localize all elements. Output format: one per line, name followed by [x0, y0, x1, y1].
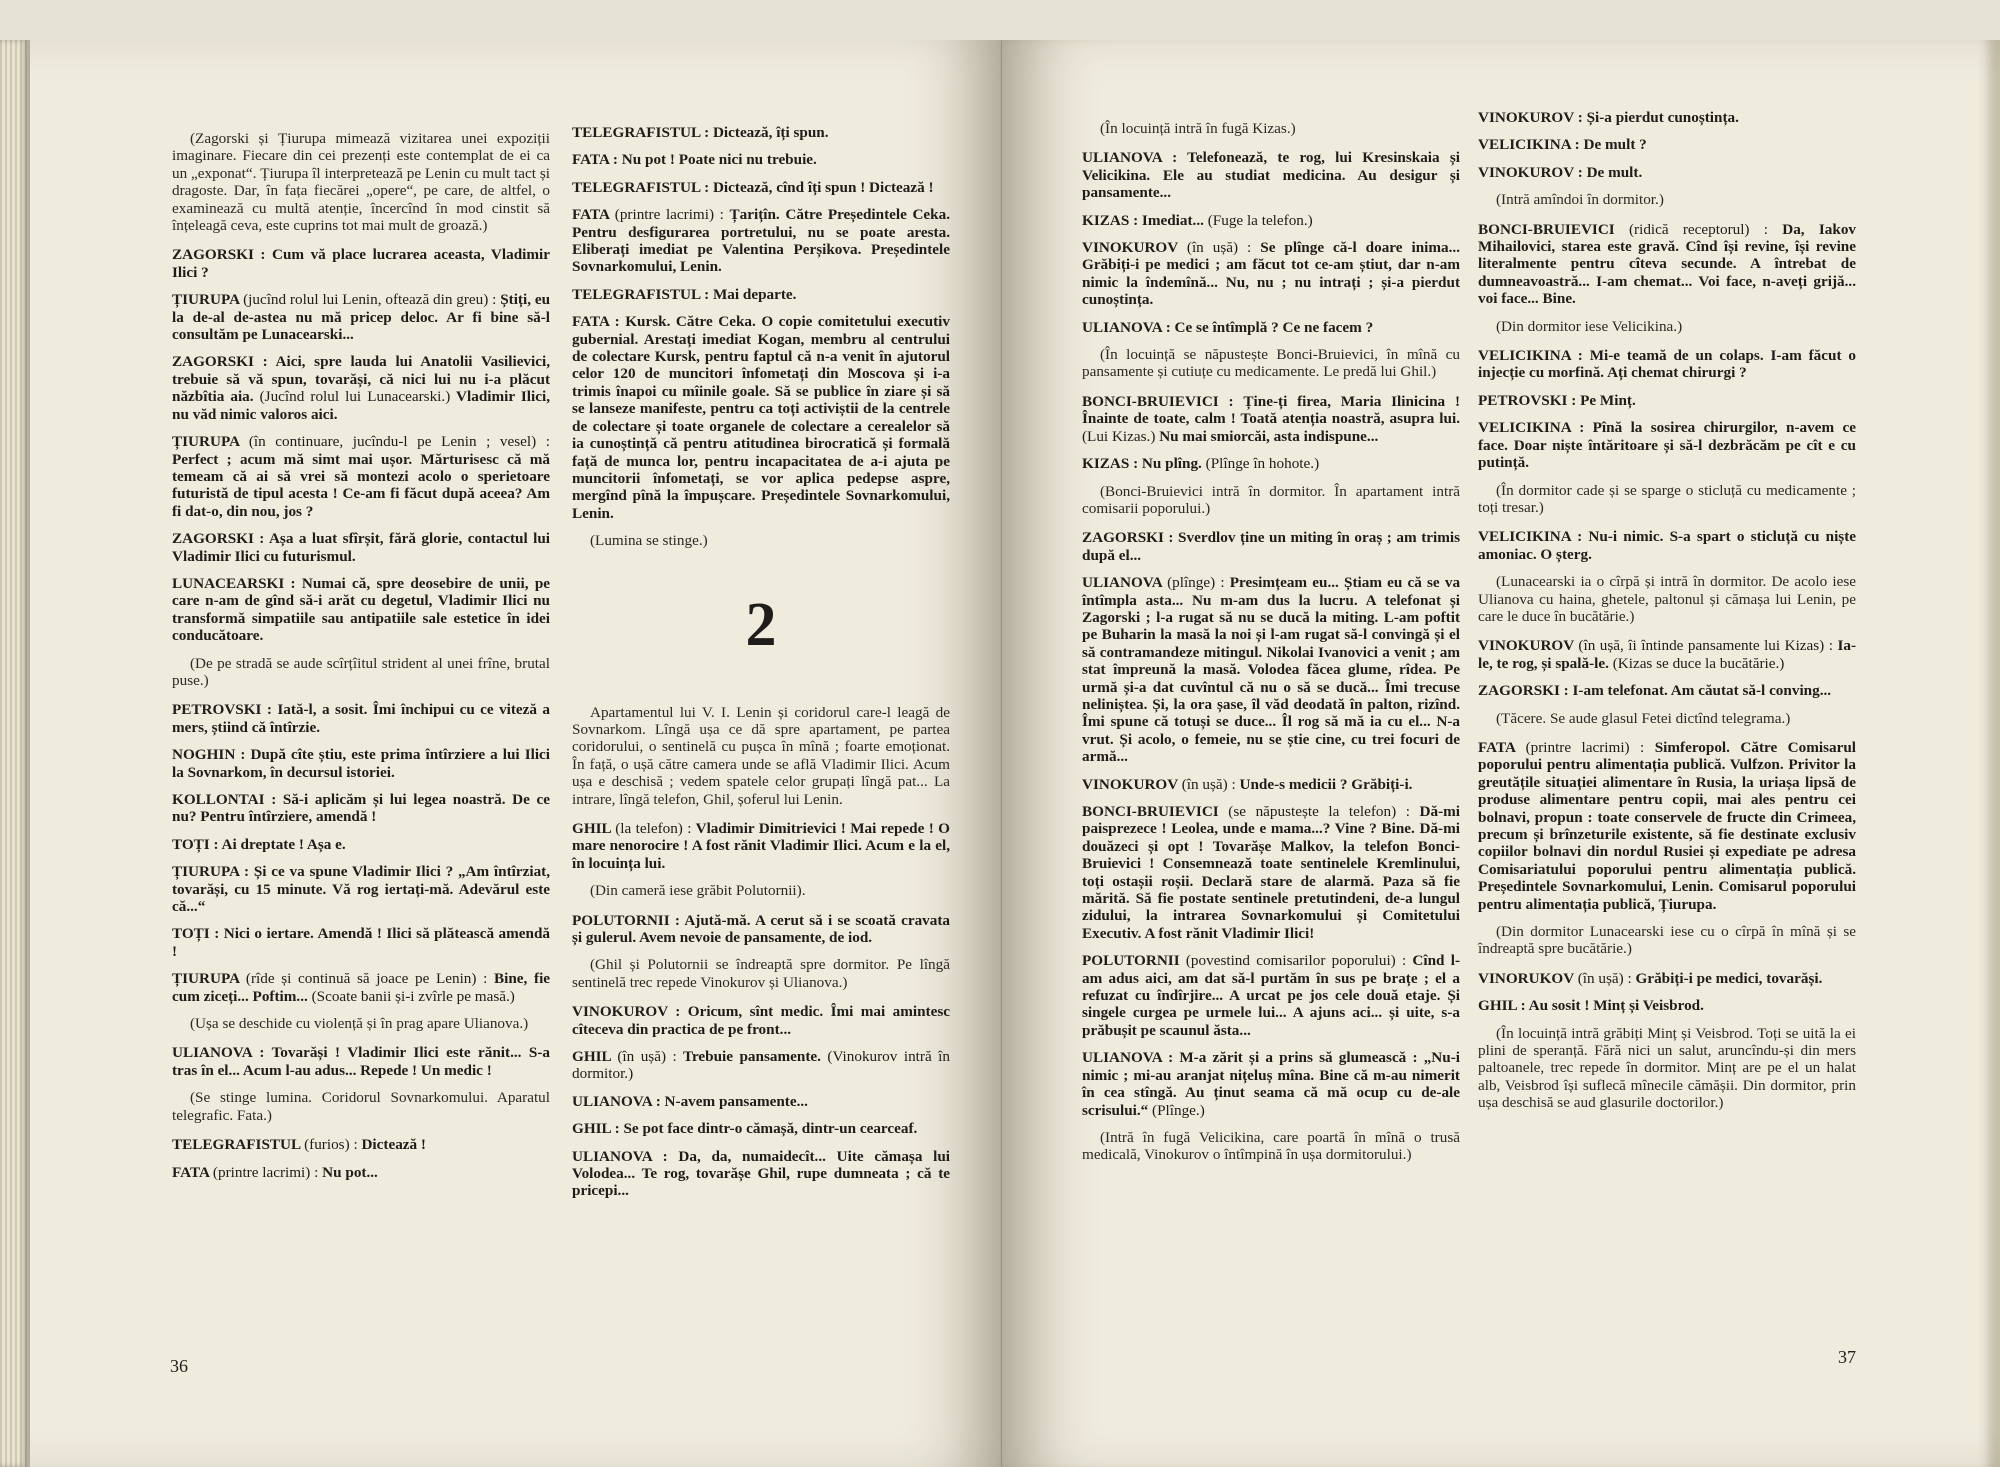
speaker-direction: (în ușă) :: [1181, 775, 1236, 793]
speaker-name: ȚIURUPA: [172, 291, 240, 309]
speaker-name: ULIANOVA :: [1082, 1049, 1174, 1067]
stage-direction: (În locuință se năpustește Bonci-Bruievici, în mînă cu pansamente și cutiuțe cu medicamente. Le predă lui Ghil.): [1082, 346, 1460, 381]
speaker-name: PETROVSKI :: [172, 701, 272, 719]
speaker-name: TELEGRAFISTUL :: [572, 285, 710, 303]
speaker-name: VINOKUROV: [1082, 775, 1178, 793]
stage-direction: (În locuință intră grăbiți Minț și Veisbrod. Toți se uită la ei plini de speranță. Fără nici un salut, aruncîndu-și din mers paltoanele, trec repede în dormitor. Minț are pe el un halat alb, Veisbrod își suflecă mînecile cămășii. Din dormitor, prin ușa deschisă se aud glasurile doctorilor.): [1478, 1024, 1856, 1112]
dialogue-line: [1082, 455, 1460, 472]
speaker-direction: (printre lacrimi) :: [614, 206, 724, 224]
dialogue-text: Să-i aplicăm și lui legea noastră. De ce nu? Pentru întîrziere, amendă !: [172, 791, 550, 826]
speaker-name: VINOKUROV: [1478, 637, 1574, 655]
dialogue-text: Oricum, sînt medic. Îmi mai amintesc cîteceva din practica de pe front...: [572, 1003, 951, 1038]
inline-direction: (Plînge în hohote.): [1205, 455, 1320, 473]
dialogue-line: [172, 701, 550, 736]
dialogue-line: [572, 179, 950, 196]
dialogue-text: Perfect ; acum mă simt mai ușor. Mărturisesc că mă temeam că ai să vrei să montezi acolo o sperietoare futuristă de tipul acesta ! Ce-am fi făcut după aceea? Am fi dat-o, din nou, jos ?: [172, 450, 550, 520]
dialogue-text: Mi-e teamă de un colaps. I-am făcut o injecție cu morfină. Ați chemat chirurgi ?: [1478, 347, 1856, 382]
speaker-direction: (în ușă, îi întinde pansamente lui Kizas) :: [1578, 637, 1833, 655]
inline-direction: (Kizas se duce la bucătărie.): [1612, 654, 1785, 672]
speaker-direction: (povestind comisarilor poporului) :: [1185, 952, 1407, 970]
dialogue-text: De mult.: [1586, 163, 1643, 181]
dialogue-line: [172, 925, 550, 960]
stage-direction: (Intră în fugă Velicikina, care poartă în mînă o trusă medicală, Vinokurov o întîmpină în ușa dormitorului.): [1082, 1128, 1460, 1164]
speaker-name: VINOKUROV: [1082, 239, 1178, 257]
dialogue-line: [1478, 221, 1856, 308]
dialogue-line: [172, 970, 550, 1005]
stage-direction: (Zagorski și Țiurupa mimează vizitarea unei expoziții imaginare. Fiecare din cei prezenți este contemplat de ei ca un „exponat“. Țiurupa îl interpretează pe Lenin cu mult tact și dragoste. Dar, în fața fiecărei „opere“, pe care, de altfel, o examinează cu multă atenție, încercînd în mod cinstit să înțeleagă ceva, este cuprins tot mai mult de groază.): [172, 130, 550, 235]
speaker-name: ZAGORSKI :: [1478, 682, 1569, 700]
speaker-name: ULIANOVA :: [1082, 149, 1178, 167]
speaker-name: TELEGRAFISTUL :: [572, 124, 710, 141]
speaker-direction: (ridică receptorul) :: [1628, 220, 1768, 238]
speaker-name: VELICIKINA :: [1478, 419, 1585, 437]
speaker-name: ȚIURUPA: [172, 970, 240, 988]
dialogue-text: Pînă la sosirea chirurgilor, n-avem ce face. Doar niște întăritoare și să-l dezbrăcăm pe cît e cu putință.: [1478, 419, 1856, 472]
speaker-name: TOȚI :: [172, 835, 219, 853]
speaker-name: FATA :: [572, 313, 620, 331]
dialogue-text: Numai că, spre deosebire de unii, pe care n-am de gînd să-i arăt cu degetul, Vladimir Ilici nu transformă simpatiile sau antipatiile sale estetice în idei conducătoare.: [172, 574, 551, 645]
speaker-name: VINOKUROV :: [1478, 109, 1583, 126]
speaker-name: VELICIKINA :: [1478, 136, 1580, 154]
dialogue-line: [1478, 637, 1856, 672]
left-page: [0, 40, 1002, 1467]
scene-number: 2: [745, 590, 777, 659]
speaker-direction: (plînge) :: [1167, 574, 1225, 592]
dialogue-text: Nu pot...: [322, 1163, 378, 1181]
dialogue-text: Pe Minț.: [1580, 391, 1636, 409]
dialogue-text: N-avem pansamente...: [664, 1092, 808, 1110]
speaker-direction: (la telefon) :: [615, 819, 692, 837]
dialogue-line: [1082, 1049, 1460, 1119]
stage-direction: (În dormitor cade și se sparge o sticluță cu medicamente ; toți tresar.): [1478, 481, 1856, 516]
speaker-direction: (rîde și continuă să joace pe Lenin) :: [245, 970, 488, 988]
inline-direction: (Jucînd rolul lui Lunacearski.): [259, 388, 451, 406]
stage-direction: (Ghil și Polutornii se îndreaptă spre dormitor. Pe lîngă sentinelă trec repede Vinokurov și Ulianova.): [572, 956, 950, 991]
dialogue-text: Se plînge că-l doare inima... Grăbiți-i pe medici ; am făcut tot ce-am știut, dar n-am nimic la îndemînă... Nu, nu ; nu intrați ; și-a pierdut cunoștința.: [1082, 239, 1460, 309]
dialogue-line: [1478, 997, 1856, 1014]
right-page-column-1: [1082, 114, 1460, 1176]
dialogue-text: După cîte știu, este prima întîrziere a lui Ilici la Sovnarkom, în decursul istoriei.: [172, 746, 551, 781]
dialogue-line: [1082, 529, 1460, 564]
dialogue-text: Imediat...: [1141, 211, 1204, 229]
page-edge: [0, 40, 30, 1467]
left-page-column-2: [572, 124, 950, 1210]
speaker-name: ZAGORSKI :: [172, 530, 265, 548]
speaker-name: VINORUKOV: [1478, 969, 1574, 987]
page-number-right: 37: [1838, 1347, 1856, 1367]
dialogue-line: [572, 124, 950, 141]
speaker-name: ȚIURUPA: [172, 433, 240, 451]
speaker-name: ULIANOVA :: [572, 1092, 661, 1110]
dialogue-text: Dă-mi paisprezece ! Leolea, unde e mama...? Vine ? Bine. Dă-mi douăzeci și opt ! Tovarășe Malkov, la telefon Bonci-Bruievici ! Consemnează toate sentinelele Kremlinului, toți ostașii roșii. Declară stare de alarmă. Paza să fie mărită. Să fie postate sentinele pretutindeni, de-a lungul zidului, la intrarea Sovnarkomului și Comitetului Executiv. A fost rănit Vladimir Ilici!: [1082, 803, 1461, 942]
stage-direction: (Lunacearski ia o cîrpă și intră în dormitor. De acolo iese Ulianova cu haina, ghetele, paltonul și cămașa lui Lenin, pe care le duce în bucătărie.): [1478, 573, 1856, 625]
dialogue-line: [572, 286, 950, 303]
stage-direction: (Din dormitor Lunacearski iese cu o cîrpă în mînă și se îndreaptă spre bucătărie.): [1478, 923, 1856, 958]
speaker-name: VELICIKINA :: [1478, 528, 1583, 546]
speaker-name: ULIANOVA: [1082, 574, 1162, 592]
dialogue-text: Da, Iakov Mihailovici, starea este gravă. Cînd își revine, își revine literalmente pentru cîteva secunde. A întrebat de dumneavoastră... I-am chemat... Voi face, n-aveți grijă... voi face... Bine.: [1478, 220, 1857, 308]
dialogue-text: Nu-i nimic. S-a spart o sticluță cu niște amoniac. O șterg.: [1478, 528, 1857, 563]
speaker-direction: (jucînd rolul lui Lenin, oftează din greu) :: [243, 291, 497, 309]
dialogue-line: [1082, 776, 1460, 793]
dialogue-line: [1478, 109, 1856, 126]
speaker-name: FATA: [172, 1163, 210, 1181]
dialogue-text: De mult ?: [1583, 136, 1647, 154]
dialogue-line: [1478, 164, 1856, 181]
speaker-direction: (în continuare, jucîndu-l pe Lenin ; vesel) :: [248, 433, 550, 451]
dialogue-line: [172, 575, 550, 645]
dialogue-text: Mai departe.: [712, 285, 797, 303]
speaker-name: GHIL :: [572, 1120, 620, 1138]
inline-direction: (Lui Kizas.): [1082, 427, 1156, 445]
dialogue-text: Unde-s medicii ? Grăbiți-i.: [1239, 775, 1413, 793]
dialogue-line: [172, 1136, 550, 1153]
dialogue-line: [1478, 528, 1856, 563]
dialogue-line: [1082, 574, 1460, 765]
stage-direction: (Din cameră iese grăbit Polutornii).: [590, 882, 806, 900]
dialogue-text: Grăbiți-i pe medici, tovarăși.: [1635, 969, 1823, 987]
stage-direction: (De pe stradă se aude scîrțîitul strident al unei frîne, brutal puse.): [172, 654, 550, 689]
page-number-left: 36: [170, 1356, 188, 1376]
dialogue-text: Ține-ți firea, Maria Ilinicina ! Înainte de toate, calm ! Toată atenția noastră, asupra lui.: [1082, 392, 1460, 428]
dialogue-line: [1478, 136, 1856, 153]
dialogue-text: Da, da, numaidecît... Uite cămașa lui Volodea... Te rog, tovarășe Ghil, rupe dumneata ; că te pricepi...: [572, 1147, 951, 1200]
dialogue-text: Știți, eu la de-al de-astea nu mă pricep deloc. Ar fi bine să-l consultăm pe Lunacearski...: [172, 291, 551, 344]
dialogue-text: Dictează, cînd îți spun ! Dictează !: [712, 178, 934, 196]
speaker-name: KOLLONTAI :: [172, 791, 277, 808]
dialogue-line: [1082, 393, 1460, 445]
dialogue-line: [172, 433, 550, 520]
dialogue-line: [1082, 803, 1460, 942]
right-page: [1002, 40, 2000, 1467]
dialogue-line: [1082, 239, 1460, 309]
book-spread: [0, 40, 2000, 1467]
dialogue-text: Nu mai smiorcăi, asta indispune...: [1159, 427, 1379, 445]
dialogue-text: Nu pot ! Poate nici nu trebuie.: [621, 151, 817, 169]
speaker-name: VELICIKINA :: [1478, 347, 1583, 365]
dialogue-line: [572, 1120, 950, 1137]
speaker-name: FATA :: [572, 151, 618, 169]
speaker-name: POLUTORNII :: [572, 911, 680, 929]
speaker-name: GHIL :: [1478, 997, 1526, 1015]
dialogue-text: Au sosit ! Minț și Veisbrod.: [1528, 997, 1704, 1015]
speaker-name: NOGHIN :: [172, 746, 246, 764]
speaker-name: ZAGORSKI :: [1082, 529, 1174, 547]
speaker-name: GHIL: [572, 1048, 611, 1066]
dialogue-line: [172, 746, 550, 781]
dialogue-text: Telefonează, te rog, lui Kresinskaia și Velicikina. Ele au studiat medicina. Au desigur și pansamente...: [1082, 149, 1460, 202]
dialogue-line: [172, 1164, 550, 1181]
dialogue-line: [172, 1044, 550, 1079]
inline-direction: (Fuge la telefon.): [1207, 211, 1313, 229]
dialogue-line: [1082, 212, 1460, 229]
speaker-name: ULIANOVA :: [1082, 318, 1171, 336]
speaker-name: TOȚI :: [172, 925, 220, 943]
dialogue-line: [1478, 347, 1856, 382]
dialogue-line: [172, 291, 550, 343]
dialogue-line: [1478, 970, 1856, 987]
speaker-name: KIZAS :: [1082, 455, 1139, 473]
stage-direction: (În locuință intră în fugă Kizas.): [1100, 120, 1296, 137]
speaker-name: FATA: [572, 206, 610, 224]
left-page-column-1: [172, 124, 550, 1191]
dialogue-line: [172, 353, 550, 423]
stage-direction: (Din dormitor iese Velicikina.): [1496, 317, 1683, 335]
dialogue-line: [1478, 392, 1856, 409]
speaker-direction: (printre lacrimi) :: [1525, 738, 1645, 756]
stage-direction: (Se stinge lumina. Coridorul Sovnarkomului. Aparatul telegrafic. Fata.): [172, 1089, 550, 1124]
speaker-name: ULIANOVA :: [572, 1147, 668, 1165]
dialogue-text: Nu plîng.: [1141, 455, 1202, 473]
dialogue-line: [572, 912, 950, 947]
dialogue-text: Aici, spre lauda lui Anatolii Vasilievici, trebuie să vă spun, tovarăși, că nici lui nu i-a plăcut năzbîtia aia.: [172, 353, 551, 406]
dialogue-text: Se pot face dintr-o cămașă, dintr-un cearceaf.: [623, 1120, 918, 1138]
dialogue-line: [172, 246, 550, 281]
dialogue-text: Cum vă place lucrarea aceasta, Vladimir Ilici ?: [172, 246, 550, 281]
speaker-name: LUNACEARSKI :: [172, 574, 296, 592]
dialogue-text: Ce se întîmplă ? Ce ne facem ?: [1174, 318, 1374, 336]
dialogue-text: Sverdlov ține un miting în oraș ; am trimis după el...: [1082, 529, 1461, 564]
dialogue-text: Ia-le, te rog, și spală-le.: [1478, 637, 1857, 672]
speaker-name: ȚIURUPA :: [172, 863, 250, 881]
speaker-direction: (în ușă) :: [1186, 239, 1252, 257]
speaker-name: VINOKUROV :: [572, 1003, 681, 1021]
dialogue-text: Trebuie pansamente.: [682, 1048, 821, 1066]
dialogue-text: Presimțeam eu... Știam eu că se va întîmpla asta... Nu m-am dus la lucru. A telefonat și Zagorski ; l-a rugat să nu se ducă la miting. L-am poftit pe Buharin la masă la noi și l-am rugat să-l convingă și el să contramandeze mitingul. Nikolai Ivanovici a venit ; am stat împreună la masă. Volodea făcea glume, rîdea. Pe urmă și-a dat cuvîntul că nu o să se ducă... Îmi trecuse neliniștea. Și, la ora șase, îl văd deodată în palton, rizînd. Îmi spune că totuși se duce... Îl rog să mă ia cu el... N-a vrut. Și acolo, o femeie, nu se știe cine, cu trei focuri de armă...: [1082, 574, 1461, 766]
top-background: [0, 0, 2000, 40]
dialogue-text: I-am telefonat. Am căutat să-l conving...: [1572, 682, 1832, 700]
dialogue-text: Kursk. Către Ceka. O copie comitetului executiv gubernial. Arestați imediat Kogan, membru al centrului de colectare Kursk, pentru faptul că n-a venit în ajutorul celor 120 de muncitori înfometați din Moscova și i-a trimis înapoi cu mîinile goale. Să se publice în ziare și să se lanseze manifeste, pentru ca toți activiștii de la centrele de colectare și toate organele de colectare a cerealelor să ia cunoștință că pentru atitudinea birocratică și formală față de munca lor, pentru incapacitatea de a-i ajuta pe muncitorii înfometați, se vor aplica pedepse aspre, mergînd pînă la împușcare. Președintele Sovnarkomului, Lenin.: [572, 313, 950, 522]
stage-direction: (Tăcere. Se aude glasul Fetei dictînd telegrama.): [1496, 709, 1791, 727]
dialogue-line: [572, 1003, 950, 1038]
dialogue-line: [572, 1048, 950, 1083]
speaker-name: PETROVSKI :: [1478, 391, 1577, 409]
dialogue-line: [572, 1093, 950, 1110]
stage-direction: (Intră amîndoi în dormitor.): [1496, 191, 1664, 209]
dialogue-text: M-a zărit și a prins să glumească : „Nu-i nimic ; mi-au aranjat nițeluș mîna. Bine că m-au nimerit în cea stîngă. Au ținut seama că mă ocup cu de-ale scrisului.“: [1082, 1049, 1460, 1119]
dialogue-line: [1478, 419, 1856, 471]
speaker-name: BONCI-BRUIEVICI: [1082, 803, 1219, 820]
stage-direction: (Ușa se deschide cu violență și în prag apare Ulianova.): [190, 1015, 529, 1033]
inline-direction: (Vinokurov intră în dormitor.): [572, 1048, 950, 1083]
speaker-name: TELEGRAFISTUL :: [572, 178, 710, 196]
dialogue-line: [172, 530, 550, 565]
dialogue-text: Ajută-mă. A cerut să i se scoată cravata și gulerul. Avem nevoie de pansamente, de iod.: [572, 911, 951, 946]
speaker-direction: (se năpustește la telefon) :: [1228, 803, 1410, 820]
dialogue-text: Vladimir Dimitrievici ! Mai repede ! O mare nenorocire ! A fost rănit Vladimir Ilici. Acum e la el, în locuința lui.: [572, 819, 950, 872]
speaker-name: TELEGRAFISTUL: [172, 1136, 301, 1154]
dialogue-line: [1478, 739, 1856, 913]
dialogue-text: Tovarăși ! Vladimir Ilici este rănit... S-a tras în el... Acum l-au adus... Repede ! Un medic !: [172, 1044, 551, 1079]
speaker-name: ZAGORSKI :: [172, 353, 268, 371]
dialogue-text: Și-a pierdut cunoștința.: [1586, 109, 1739, 126]
dialogue-line: [572, 151, 950, 168]
speaker-name: VINOKUROV :: [1478, 163, 1583, 181]
dialogue-line: [572, 206, 950, 276]
speaker-name: ULIANOVA :: [172, 1044, 265, 1062]
dialogue-text: Așa a luat sfîrșit, fără glorie, contactul lui Vladimir Ilici cu futurismul.: [172, 530, 550, 565]
dialogue-text: Dictează, îți spun.: [712, 124, 829, 141]
speaker-name: ZAGORSKI :: [172, 246, 266, 264]
dialogue-text: Iată-l, a sosit. Îmi închipui cu ce viteză a mers, știind că întîrzie.: [172, 701, 551, 736]
right-page-column-2: [1478, 109, 1856, 1124]
stage-direction: (Lumina se stinge.): [590, 532, 708, 550]
dialogue-line: [172, 836, 550, 853]
dialogue-line: [572, 313, 950, 522]
dialogue-line: [572, 820, 950, 872]
speaker-name: POLUTORNII: [1082, 952, 1180, 970]
speaker-name: GHIL: [572, 819, 611, 837]
dialogue-text: Și ce va spune Vladimir Ilici ? „Am întîrziat, tovarăși, cu 15 minute. Vă rog iertați-mă. Adevărul este că...“: [172, 863, 551, 916]
stage-direction: (Bonci-Bruievici intră în dormitor. În apartament intră comisarii poporului.): [1082, 482, 1460, 517]
dialogue-line: [1082, 952, 1460, 1039]
speaker-direction: (în ușă) :: [617, 1048, 677, 1066]
dialogue-text: Simferopol. Către Comisarul poporului pentru alimentația publică. Vulfzon. Privitor la greutățile situației alimentare în Rusia, la uriașa lipsă de produse alimentare pentru copii, mai ales pentru cei bolnavi, propun : toate conservele de fructe din Crimeea, precum și brînzeturile existente, să fie destinate exclusiv copiilor bolnavi din nordul Rusiei și expediate pe adresa Comisariatului poporului pentru alimentația publică. Președintele Sovnarkomului, Lenin. Comisarul poporului pentru alimentația publică, Țiurupa.: [1478, 738, 1856, 913]
speaker-direction: (printre lacrimi) :: [212, 1163, 319, 1181]
dialogue-text: Vladimir Ilici, nu văd nimic valoros aici.: [172, 388, 550, 423]
speaker-name: BONCI-BRUIEVICI :: [1082, 392, 1234, 410]
dialogue-text: Bine, fie cum ziceți... Poftim...: [172, 970, 551, 1005]
speaker-name: BONCI-BRUIEVICI: [1478, 220, 1615, 238]
dialogue-line: [572, 1148, 950, 1200]
dialogue-text: Cînd l-am adus aici, am dat să-l purtăm în sus pe brațe ; el a refuzat cu îndîrjire... A urcat pe jos cele două etaje. Și singele curgea pe urmele lui... A ajuns aci... și uite, s-a prăbușit pe scaunul ăsta...: [1082, 952, 1461, 1039]
dialogue-line: [1082, 319, 1460, 336]
dialogue-text: Țarițîn. Către Președintele Ceka. Pentru desfigurarea portretului, nu se poate aresta. Eliberați imediat pe Valentina Perșikova. Președintele Sovnarkomului, Lenin.: [572, 206, 951, 276]
speaker-direction: (furios) :: [304, 1136, 358, 1154]
stage-direction: Apartamentul lui V. I. Lenin și coridorul care-l leagă de Sovnarkom. Lîngă ușa ce dă spre apartament, pe partea coridorului, o sentinelă cu pușca în mînă ; foarte emoționat. În față, o ușă către camera unde se află Vladimir Ilici. Acum ușa e deschisă ; vedem spatele celor grupați lîngă pat... La intrare, lîngă telefon, Ghil, șoferul lui Lenin.: [572, 703, 950, 808]
speaker-direction: (în ușă) :: [1577, 969, 1632, 987]
inline-direction: (Scoate banii și-i zvîrle pe masă.): [311, 987, 515, 1005]
dialogue-line: [1082, 149, 1460, 201]
dialogue-text: Nici o iertare. Amendă ! Ilici să plătească amendă !: [172, 925, 551, 960]
speaker-name: FATA: [1478, 738, 1516, 756]
dialogue-text: Dictează !: [361, 1136, 426, 1154]
dialogue-line: [172, 791, 550, 826]
inline-direction: (Plînge.): [1152, 1101, 1205, 1119]
speaker-name: KIZAS :: [1082, 211, 1139, 229]
dialogue-line: [172, 863, 550, 915]
dialogue-line: [1478, 682, 1856, 699]
dialogue-text: Ai dreptate ! Așa e.: [221, 835, 346, 853]
